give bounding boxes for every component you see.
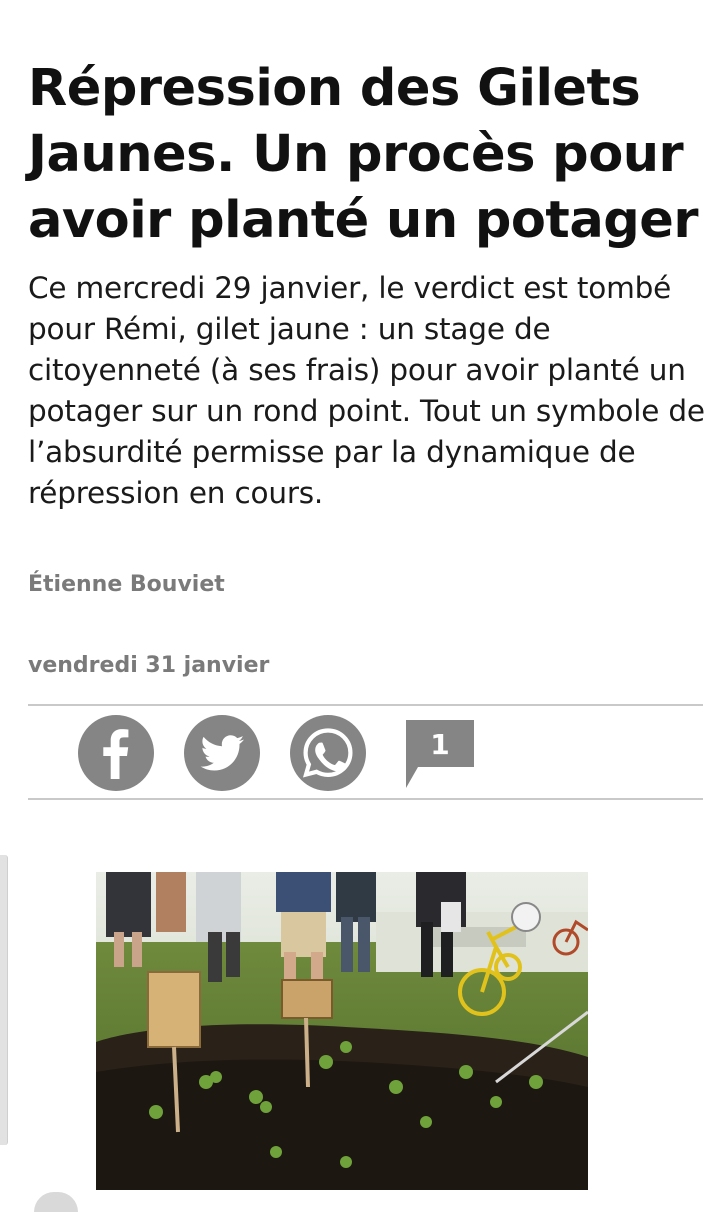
side-drawer-handle[interactable] xyxy=(0,855,8,1145)
article-date: vendredi 31 janvier xyxy=(28,653,270,678)
facebook-share-button[interactable] xyxy=(78,715,154,791)
whatsapp-icon xyxy=(290,715,366,791)
share-bar-bottom-divider xyxy=(28,798,703,800)
share-bar-top-divider xyxy=(28,704,703,706)
garden-photo-illustration xyxy=(96,872,588,1190)
article-photo[interactable] xyxy=(96,872,588,1190)
article-author[interactable]: Étienne Bouviet xyxy=(28,572,225,597)
twitter-share-button[interactable] xyxy=(184,715,260,791)
comments-button[interactable] xyxy=(403,718,477,790)
floating-action-button-edge[interactable] xyxy=(34,1192,78,1212)
article-title: Répression des Gilets Jaunes. Un procès pour avoir planté un potager xyxy=(28,59,698,250)
facebook-icon xyxy=(78,715,154,791)
article-lede: Ce mercredi 29 janvier, le verdict est tombé pour Rémi, gilet jaune : un stage de citoyenneté (à ses frais) pour avoir planté un potager sur un rond point. Tout un symbole de l’absurdité permisse par la dynamique de répression en cours. xyxy=(28,271,705,510)
comment-count: 1 xyxy=(430,728,450,761)
twitter-icon xyxy=(184,715,260,791)
whatsapp-share-button[interactable] xyxy=(290,715,366,791)
